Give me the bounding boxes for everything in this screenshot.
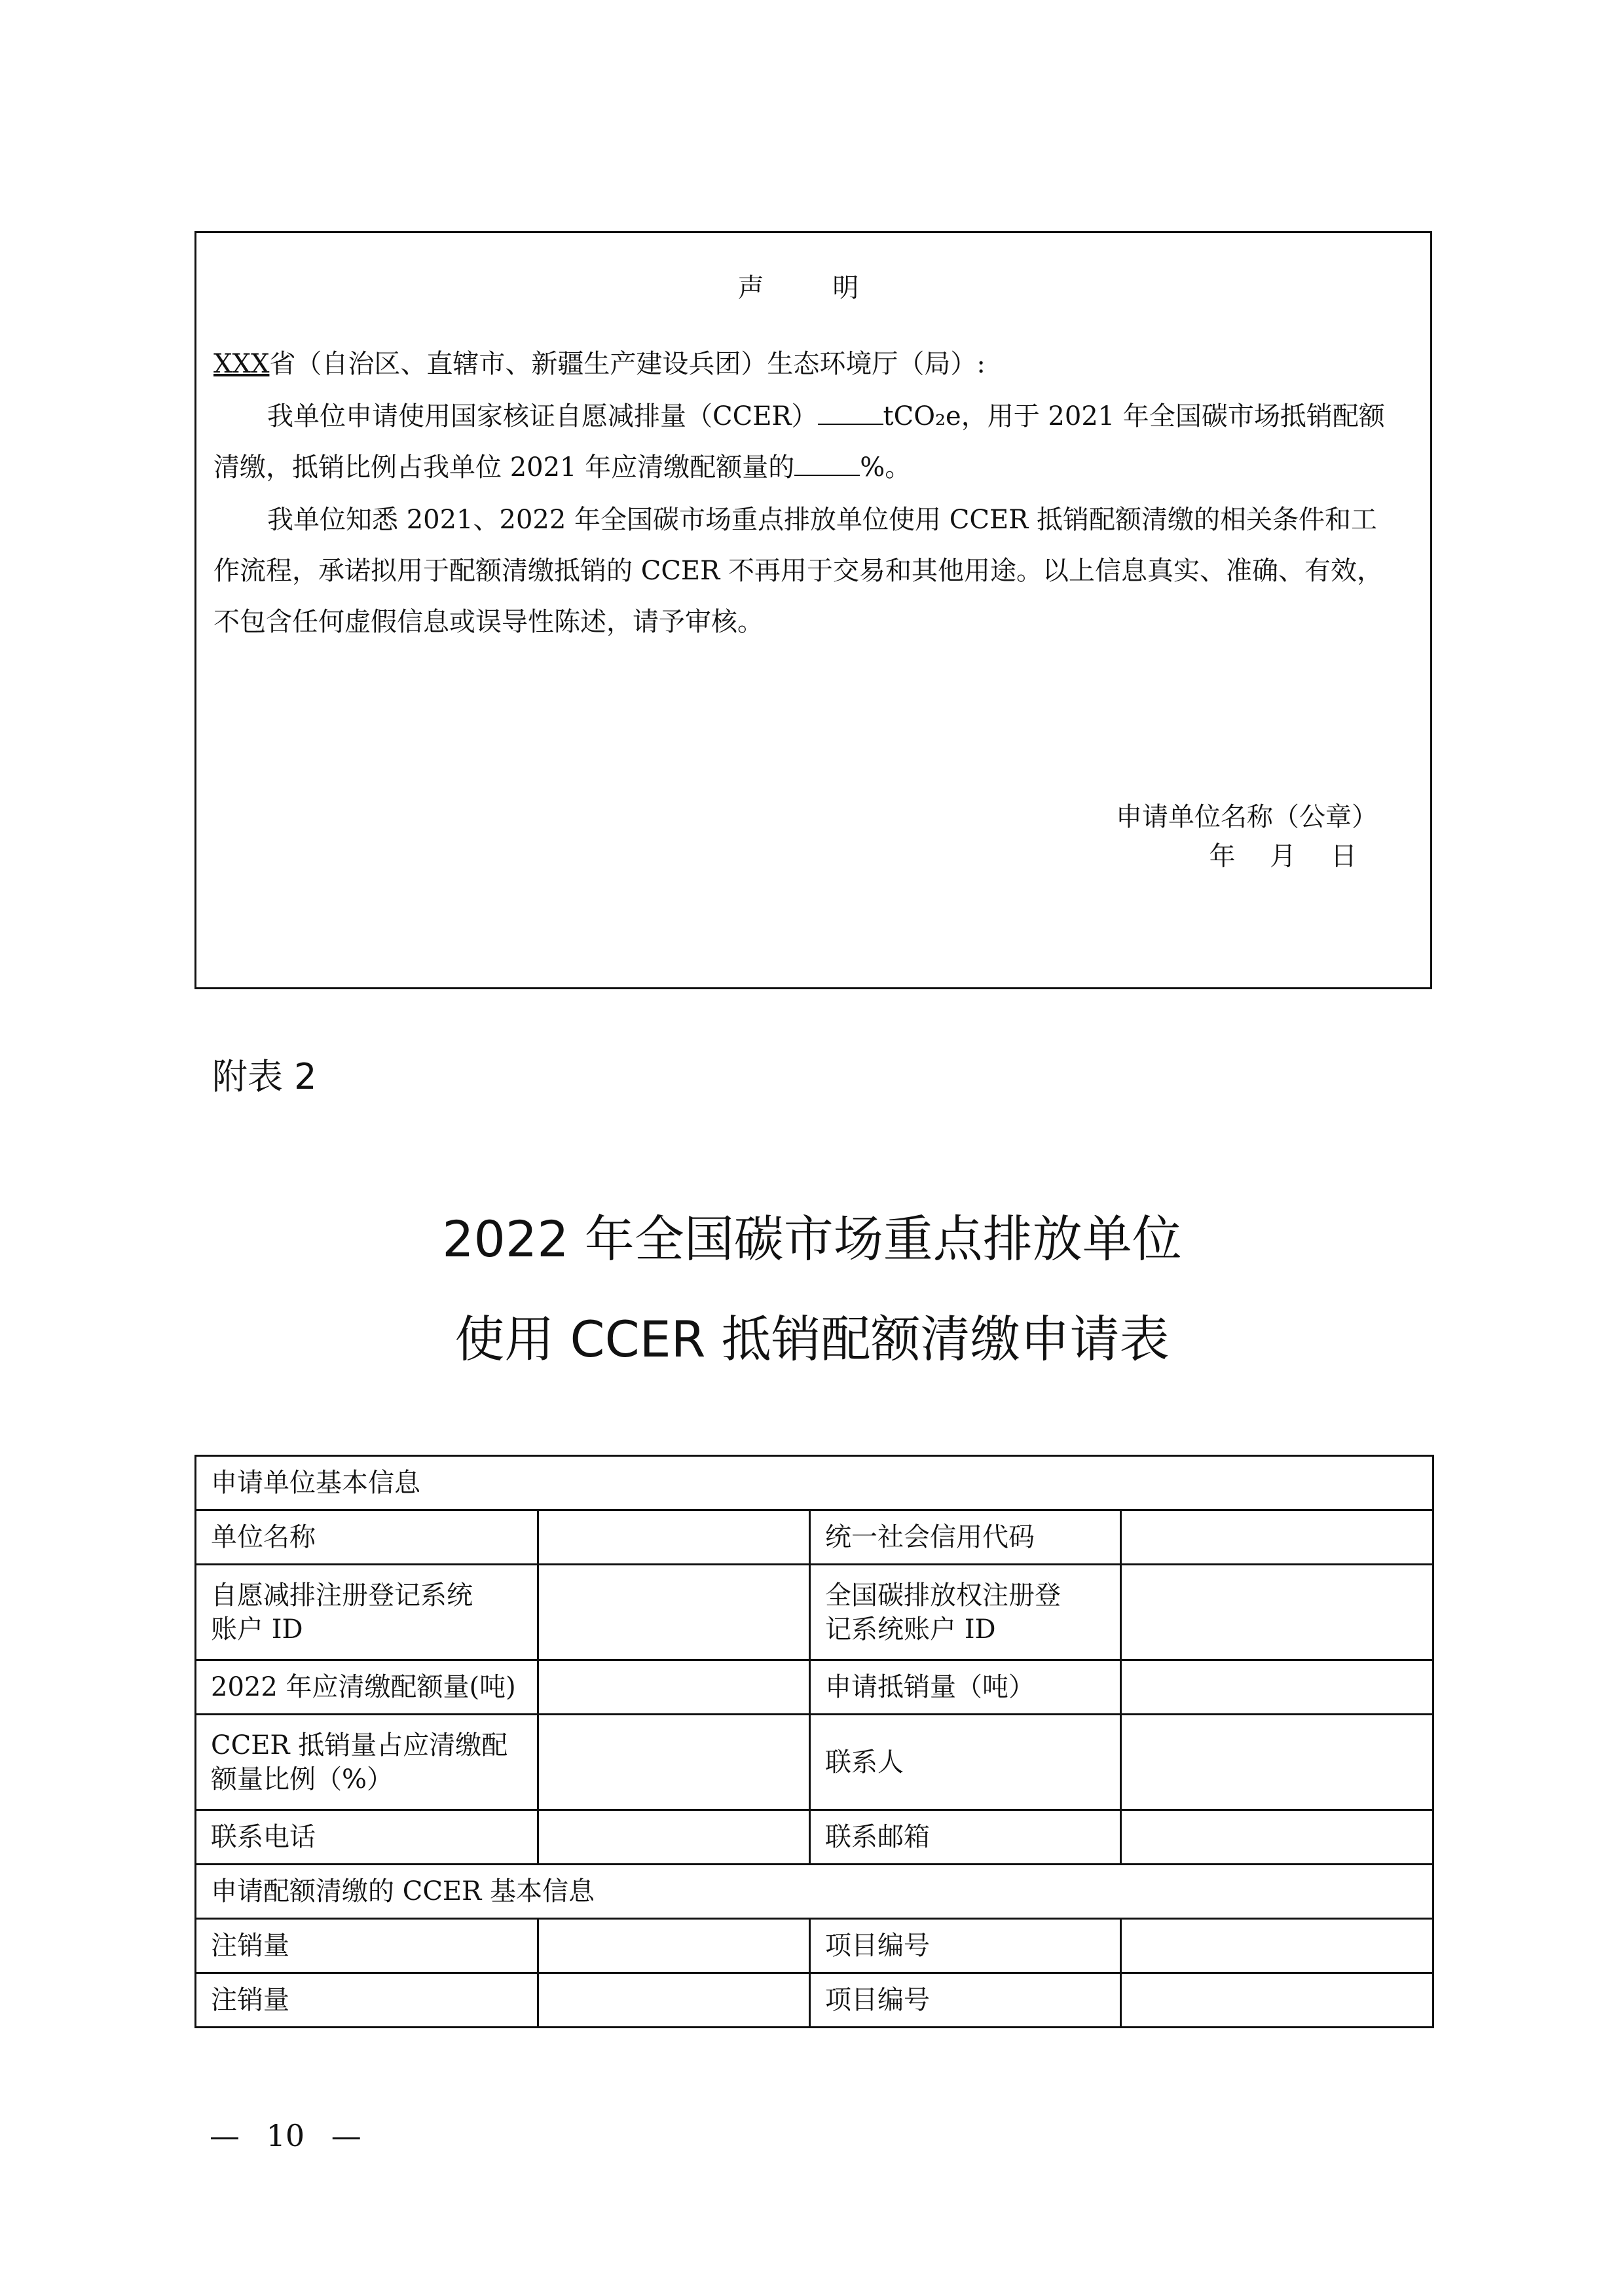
declaration-paragraph-2-line-3: 不包含任何虚假信息或误导性陈述，请予审核。	[213, 607, 764, 637]
field-offset-amount[interactable]	[1121, 1660, 1433, 1715]
table-row	[196, 1810, 1433, 1865]
label-offset-ratio	[196, 1715, 538, 1810]
p1-text-c: 清缴，抵销比例占我单位 2021 年应清缴配额量的	[213, 452, 795, 483]
label-credit-code: 统一社会信用代码	[810, 1510, 1121, 1565]
field-quota-2022[interactable]	[538, 1660, 810, 1715]
form-title-line-2: 使用 CCER 抵销配额清缴申请表	[454, 1310, 1170, 1368]
label-line: 全国碳排放权注册登	[825, 1580, 1061, 1611]
table-row	[196, 1510, 1433, 1565]
label-ccer-account	[196, 1565, 538, 1660]
field-contact-person[interactable]	[1121, 1715, 1433, 1810]
label-quota-2022: 2022 年应清缴配额量(吨)	[196, 1660, 538, 1715]
label-project-number: 项目编号	[810, 1973, 1121, 2028]
p1-text-a: 我单位申请使用国家核证自愿减排量（CCER）	[267, 401, 818, 431]
label-project-number: 项目编号	[810, 1919, 1121, 1973]
table-row	[196, 1715, 1433, 1810]
declaration-paragraph-1-line-1	[213, 395, 1416, 433]
label-line: 自愿减排注册登记系统	[211, 1580, 473, 1611]
section-header-ccer-info: 申请配额清缴的 CCER 基本信息	[196, 1865, 1433, 1919]
declaration-paragraph-1-line-2	[213, 446, 1416, 484]
label-line: 账户 ID	[211, 1614, 303, 1645]
declaration-paragraph-2-line-2: 作流程，承诺拟用于配额清缴抵销的 CCER 不再用于交易和其他用途。以上信息真实、准确、有效，	[213, 556, 1383, 586]
field-unit-name[interactable]	[538, 1510, 810, 1565]
field-ccer-account[interactable]	[538, 1565, 810, 1660]
declaration-salutation	[213, 343, 1416, 380]
salutation-text: 省（自治区、直辖市、新疆生产建设兵团）生态环境厅（局）:	[269, 349, 986, 379]
application-form-table	[194, 1455, 1434, 2028]
label-offset-amount: 申请抵销量（吨）	[810, 1660, 1121, 1715]
field-cancel-amount[interactable]	[538, 1973, 810, 2028]
table-row	[196, 1565, 1433, 1660]
p1-text-b: tCO₂e，用于 2021 年全国碳市场抵销配额	[883, 401, 1385, 431]
declaration-paragraph-2-line-1: 我单位知悉 2021、2022 年全国碳市场重点排放单位使用 CCER 抵销配额清缴的相关条件和工	[267, 505, 1377, 535]
label-contact-phone: 联系电话	[196, 1810, 538, 1865]
form-title-line-1: 2022 年全国碳市场重点排放单位	[442, 1210, 1182, 1268]
annex-label: 附表 2	[212, 1056, 317, 1097]
p1-text-d: %。	[860, 452, 912, 483]
field-contact-phone[interactable]	[538, 1810, 810, 1865]
label-national-account	[810, 1565, 1121, 1660]
signature-date: 年 月 日	[1209, 841, 1357, 871]
table-row	[196, 1919, 1433, 1973]
label-line: 额量比例（%）	[211, 1764, 394, 1795]
field-national-account[interactable]	[1121, 1565, 1433, 1660]
label-contact-email: 联系邮箱	[810, 1810, 1121, 1865]
table-row	[196, 1865, 1433, 1919]
addressee-placeholder: XXX	[213, 349, 270, 379]
field-offset-ratio[interactable]	[538, 1715, 810, 1810]
label-contact-person: 联系人	[810, 1715, 1121, 1810]
ratio-blank	[794, 452, 860, 476]
label-line: CCER 抵销量占应清缴配	[211, 1730, 508, 1760]
field-project-number[interactable]	[1121, 1973, 1433, 2028]
field-project-number[interactable]	[1121, 1919, 1433, 1973]
declaration-box	[194, 231, 1432, 989]
label-unit-name: 单位名称	[196, 1510, 538, 1565]
applicant-signature: 申请单位名称（公章）	[1116, 802, 1378, 832]
field-credit-code[interactable]	[1121, 1510, 1433, 1565]
section-header-applicant-info: 申请单位基本信息	[196, 1456, 1433, 1510]
table-row	[196, 1973, 1433, 2028]
label-cancel-amount: 注销量	[196, 1973, 538, 2028]
page-number: — 10 —	[210, 2118, 361, 2153]
ccer-amount-blank	[818, 401, 883, 425]
field-cancel-amount[interactable]	[538, 1919, 810, 1973]
field-contact-email[interactable]	[1121, 1810, 1433, 1865]
declaration-title: 声 明	[737, 273, 889, 303]
label-cancel-amount: 注销量	[196, 1919, 538, 1973]
table-row	[196, 1456, 1433, 1510]
label-line: 记系统账户 ID	[825, 1614, 996, 1645]
table-row	[196, 1660, 1433, 1715]
